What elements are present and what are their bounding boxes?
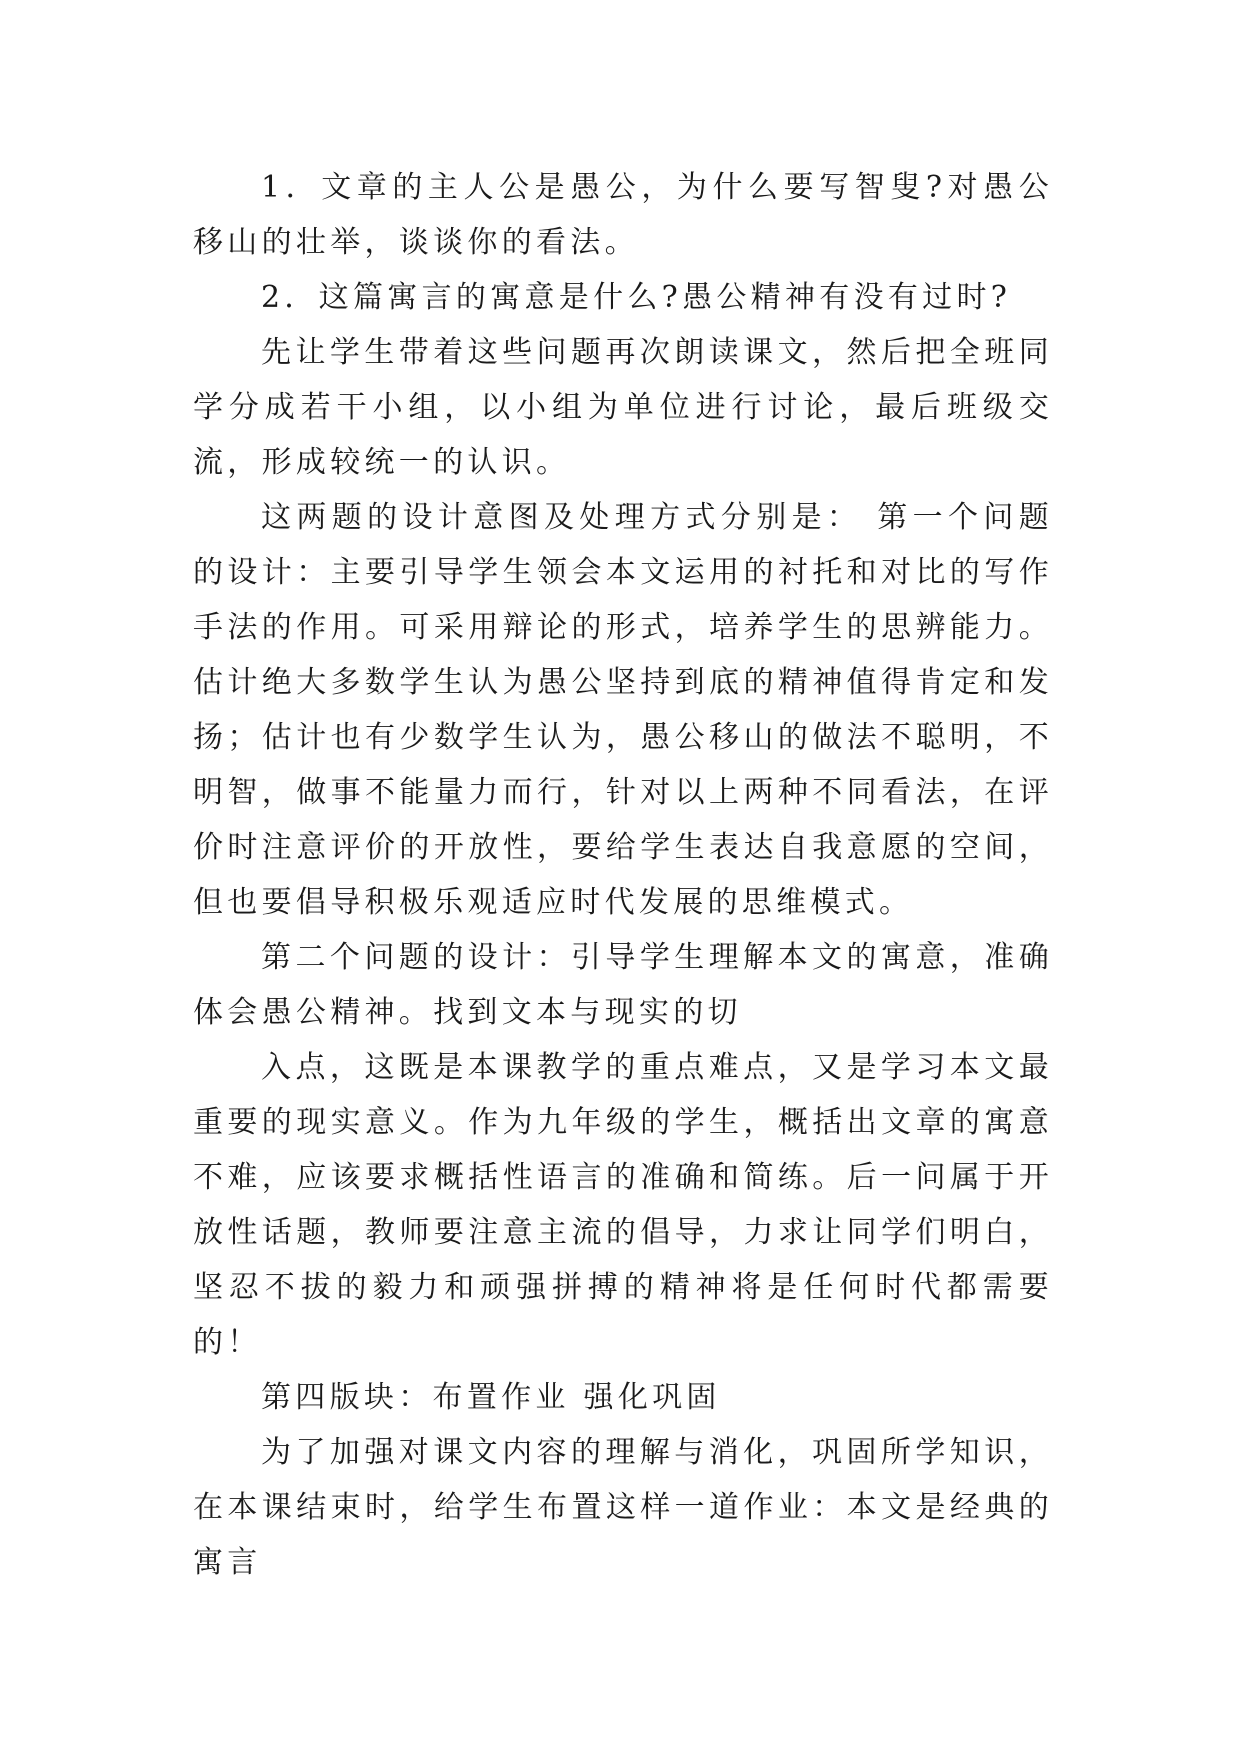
question-1-paragraph: 1．文章的主人公是愚公，为什么要写智叟?对愚公移山的壮举，谈谈你的看法。 [193, 170, 1053, 260]
discussion-method-paragraph: 先让学生带着这些问题再次朗读课文，然后把全班同学分成若干小组，以小组为单位进行讨论，最后班级交流，形成较统一的认识。 [193, 335, 1053, 480]
document-body [193, 160, 1053, 1590]
design-intent-paragraph: 这两题的设计意图及处理方式分别是： 第一个问题的设计：主要引导学生领会本文运用的衬托和对比的写作手法的作用。可采用辩论的形式，培养学生的思辨能力。估计绝大多数学生认为愚公坚持到底的精神值得肯定和发扬；估计也有少数学生认为，愚公移山的做法不聪明，不明智，做事不能量力而行，针对以上两种不同看法，在评价时注意评价的开放性，要给学生表达自我意愿的空间，但也要倡导积极乐观适应时代发展的思维模式。 [193, 500, 1053, 920]
homework-paragraph: 为了加强对课文内容的理解与消化，巩固所学知识，在本课结束时，给学生布置这样一道作业：本文是经典的寓言 [193, 1435, 1053, 1580]
entry-point-paragraph: 入点，这既是本课教学的重点难点，又是学习本文最重要的现实意义。作为九年级的学生，概括出文章的寓意不难，应该要求概括性语言的准确和简练。后一问属于开放性话题，教师要注意主流的倡导，力求让同学们明白，坚忍不拔的毅力和顽强拼搏的精神将是任何时代都需要的！ [193, 1050, 1053, 1360]
second-question-design-paragraph: 第二个问题的设计：引导学生理解本文的寓意，准确体会愚公精神。找到文本与现实的切 [193, 940, 1053, 1030]
section-four-heading: 第四版块：布置作业 强化巩固 [261, 1380, 721, 1415]
question-2-paragraph: 2．这篇寓言的寓意是什么?愚公精神有没有过时? [261, 280, 1012, 315]
